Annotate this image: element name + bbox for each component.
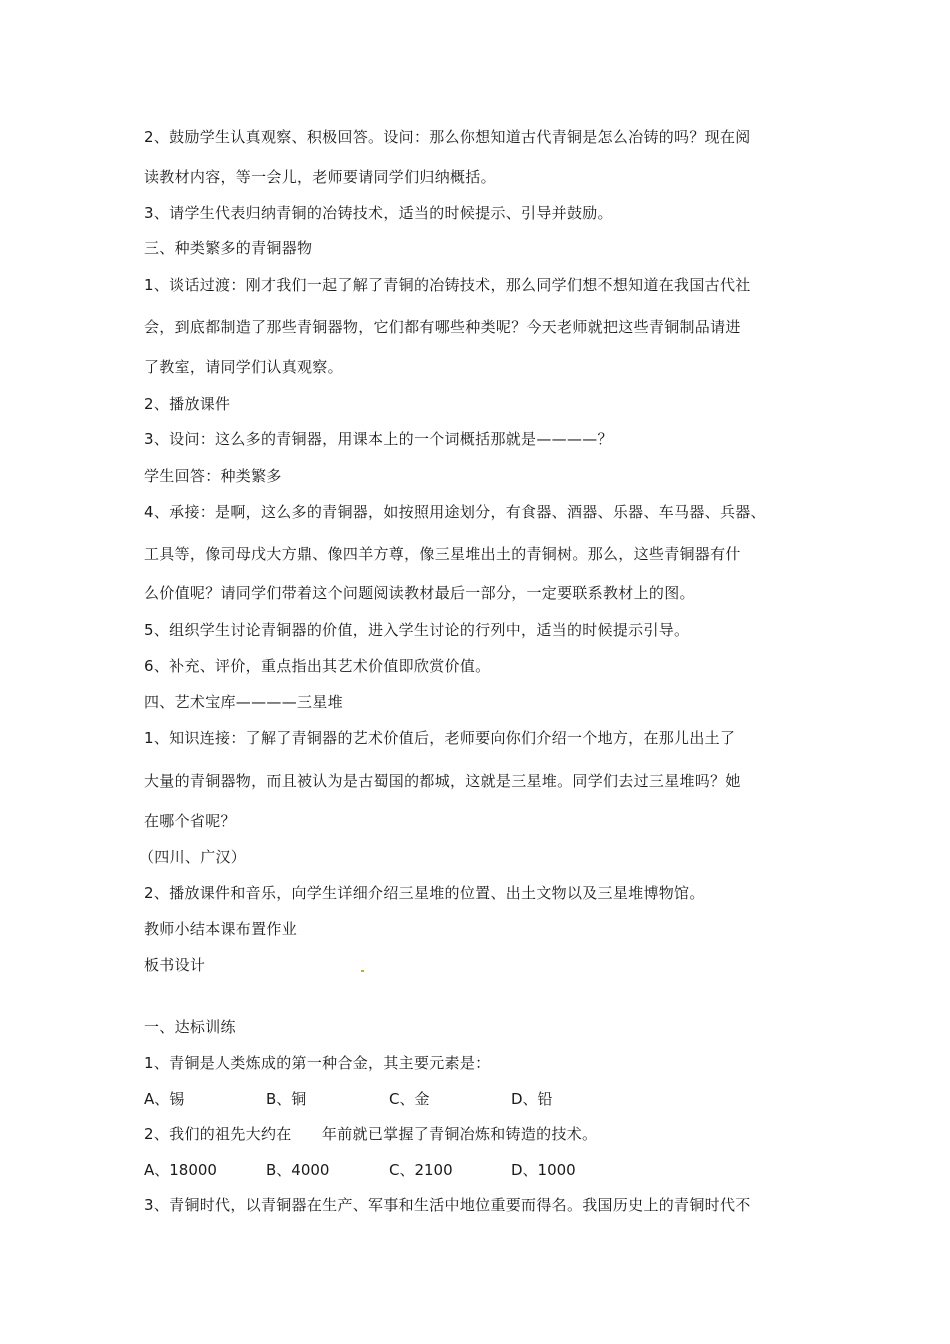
text-line: 2、播放课件 bbox=[144, 395, 231, 413]
question-2: 2、我们的祖先大约在 年前就已掌握了青铜冶炼和铸造的技术。 bbox=[144, 1125, 598, 1143]
stray-mark bbox=[361, 970, 364, 972]
q1-option-c: C、金 bbox=[389, 1090, 430, 1108]
q2-option-d: D、1000 bbox=[511, 1161, 576, 1179]
text-line: 2、播放课件和音乐，向学生详细介绍三星堆的位置、出土文物以及三星堆博物馆。 bbox=[144, 884, 705, 902]
q2-option-c: C、2100 bbox=[389, 1161, 453, 1179]
q1-option-d: D、铅 bbox=[511, 1090, 553, 1108]
text-line: 么价值呢？请同学们带着这个问题阅读教材最后一部分，一定要联系教材上的图。 bbox=[144, 584, 695, 602]
section-heading: 三、种类繁多的青铜器物 bbox=[144, 239, 313, 257]
text-line: 4、承接：是啊，这么多的青铜器，如按照用途划分，有食器、酒器、乐器、车马器、兵器、 bbox=[144, 503, 766, 521]
text-line: 2、鼓励学生认真观察、积极回答。设问：那么你想知道古代青铜是怎么冶铸的吗？现在阅 bbox=[144, 128, 751, 146]
text-line: 教师小结本课布置作业 bbox=[144, 920, 298, 938]
section-heading: 四、艺术宝库————三星堆 bbox=[144, 693, 343, 711]
text-line: （四川、广汉） bbox=[139, 848, 247, 866]
text-line: 5、组织学生讨论青铜器的价值，进入学生讨论的行列中，适当的时候提示引导。 bbox=[144, 621, 690, 639]
q2-option-a: A、18000 bbox=[144, 1161, 217, 1179]
text-line: 板书设计 bbox=[144, 956, 206, 974]
text-line: 1、谈话过渡：刚才我们一起了解了青铜的冶铸技术，那么同学们想不想知道在我国古代社 bbox=[144, 276, 751, 294]
text-line: 学生回答：种类繁多 bbox=[144, 467, 282, 485]
text-line: 大量的青铜器物，而且被认为是古蜀国的都城，这就是三星堆。同学们去过三星堆吗？她 bbox=[144, 772, 741, 790]
q1-option-a: A、锡 bbox=[144, 1090, 185, 1108]
q1-option-b: B、铜 bbox=[266, 1090, 307, 1108]
q2-option-b: B、4000 bbox=[266, 1161, 330, 1179]
text-line: 会，到底都制造了那些青铜器物，它们都有哪些种类呢？今天老师就把这些青铜制品请进 bbox=[144, 318, 741, 336]
text-line: 了教室，请同学们认真观察。 bbox=[144, 358, 343, 376]
text-line: 在哪个省呢？ bbox=[144, 812, 236, 830]
text-line: 6、补充、评价，重点指出其艺术价值即欣赏价值。 bbox=[144, 657, 491, 675]
text-line: 工具等，像司母戊大方鼎、像四羊方尊，像三星堆出土的青铜树。那么，这些青铜器有什 bbox=[144, 545, 741, 563]
text-line: 1、知识连接：了解了青铜器的艺术价值后，老师要向你们介绍一个地方，在那儿出土了 bbox=[144, 729, 736, 747]
text-line: 读教材内容，等一会儿，老师要请同学们归纳概括。 bbox=[144, 168, 496, 186]
question-3: 3、青铜时代，以青铜器在生产、军事和生活中地位重要而得名。我国历史上的青铜时代不 bbox=[144, 1196, 751, 1214]
text-line: 3、设问：这么多的青铜器，用课本上的一个词概括那就是————？ bbox=[144, 430, 613, 448]
section-heading: 一、达标训练 bbox=[144, 1018, 236, 1036]
text-line: 3、请学生代表归纳青铜的冶铸技术，适当的时候提示、引导并鼓励。 bbox=[144, 204, 613, 222]
question-1: 1、青铜是人类炼成的第一种合金，其主要元素是： bbox=[144, 1054, 491, 1072]
